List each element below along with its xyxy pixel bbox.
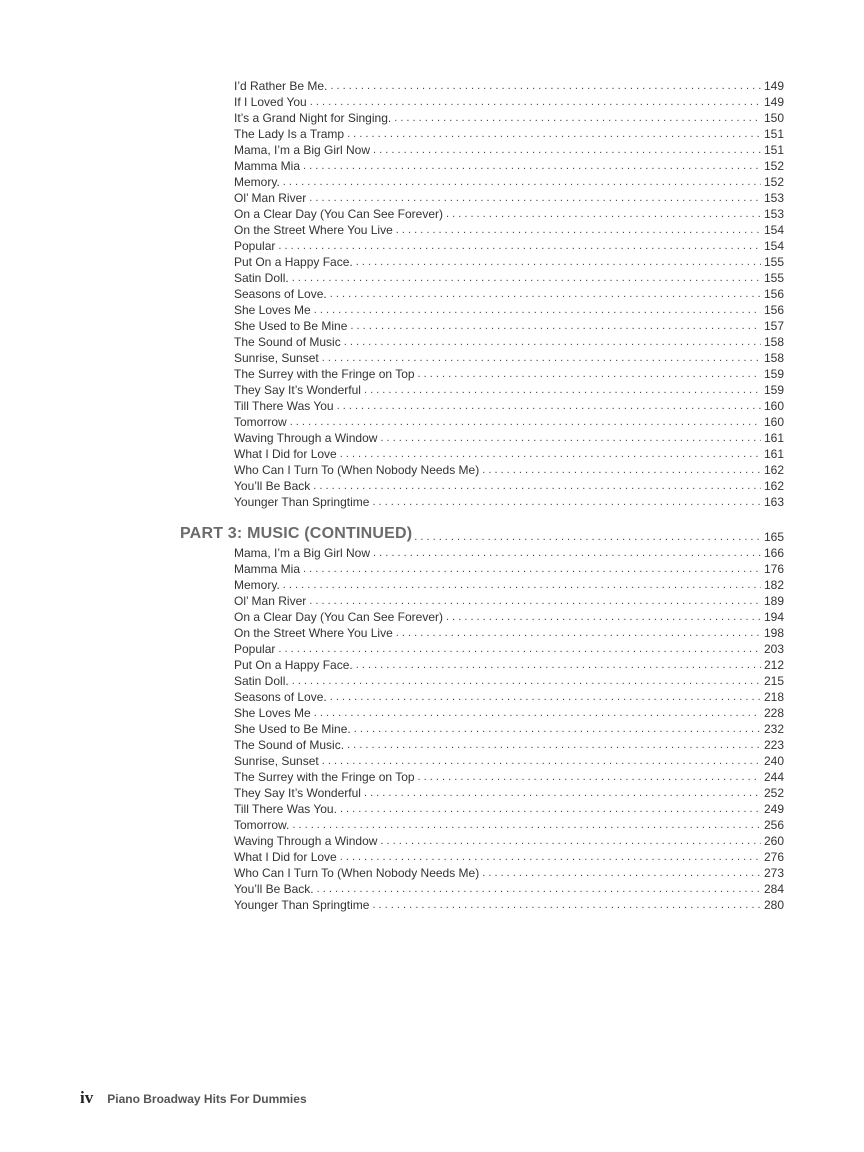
dot-leader — [350, 318, 761, 334]
toc-entry[interactable] — [234, 334, 784, 350]
entry-title: On the Street Where You Live — [234, 223, 393, 237]
toc-entry[interactable] — [234, 222, 784, 238]
dot-leader — [278, 641, 761, 657]
toc-entry[interactable] — [234, 366, 784, 382]
dot-leader — [347, 737, 761, 753]
toc-entry[interactable] — [234, 270, 784, 286]
toc-entry[interactable] — [234, 785, 784, 801]
entry-page-number: 276 — [763, 850, 784, 864]
dot-leader — [290, 414, 761, 430]
entry-page-number: 212 — [763, 658, 784, 672]
entry-page-number: 160 — [763, 399, 784, 413]
entry-title: Put On a Happy Face. — [234, 658, 353, 672]
entry-title: She Loves Me — [234, 303, 311, 317]
entry-page-number: 244 — [763, 770, 784, 784]
dot-leader — [372, 897, 761, 913]
entry-page-number: 189 — [763, 594, 784, 608]
toc-list-section-1 — [234, 78, 784, 510]
dot-leader — [340, 849, 761, 865]
entry-title: The Surrey with the Fringe on Top — [234, 770, 415, 784]
entry-title: Till There Was You. — [234, 802, 337, 816]
entry-title: Waving Through a Window — [234, 834, 378, 848]
page-footer — [80, 1088, 307, 1108]
entry-page-number: 249 — [763, 802, 784, 816]
dot-leader — [373, 142, 761, 158]
dot-leader — [446, 206, 761, 222]
entry-page-number: 149 — [763, 95, 784, 109]
dot-leader — [364, 785, 761, 801]
entry-page-number: 161 — [763, 431, 784, 445]
toc-entry[interactable] — [234, 382, 784, 398]
dot-leader — [356, 657, 761, 673]
dot-leader — [309, 593, 761, 609]
entry-title: Seasons of Love. — [234, 287, 327, 301]
toc-entry[interactable] — [234, 897, 784, 913]
entry-page-number: 215 — [763, 674, 784, 688]
dot-leader — [482, 865, 761, 881]
toc-entry[interactable] — [234, 801, 784, 817]
entry-title: Memory. — [234, 578, 280, 592]
entry-title: Ol’ Man River — [234, 594, 307, 608]
entry-page-number: 182 — [763, 578, 784, 592]
toc-entry[interactable] — [234, 478, 784, 494]
entry-page-number: 154 — [763, 223, 784, 237]
entry-title: Mama, I’m a Big Girl Now — [234, 546, 371, 560]
entry-page-number: 158 — [763, 351, 784, 365]
entry-page-number: 152 — [763, 175, 784, 189]
entry-title: On a Clear Day (You Can See Forever) — [234, 207, 443, 221]
dot-leader — [418, 769, 761, 785]
entry-title: Mama, I’m a Big Girl Now — [234, 143, 371, 157]
toc-entry[interactable] — [234, 545, 784, 561]
entry-title: Who Can I Turn To (When Nobody Needs Me) — [234, 463, 480, 477]
toc-entry[interactable] — [234, 238, 784, 254]
entry-page-number: 176 — [763, 562, 784, 576]
dot-leader — [380, 430, 761, 446]
entry-title: Popular — [234, 642, 276, 656]
entry-page-number: 228 — [763, 706, 784, 720]
entry-page-number: 154 — [763, 239, 784, 253]
entry-page-number: 163 — [763, 495, 784, 509]
toc-entry[interactable] — [234, 833, 784, 849]
entry-title: The Surrey with the Fringe on Top — [234, 367, 415, 381]
entry-page-number: 203 — [763, 642, 784, 656]
toc-entry[interactable] — [234, 398, 784, 414]
toc-entry[interactable] — [234, 769, 784, 785]
dot-leader — [303, 561, 761, 577]
entry-title: Ol’ Man River — [234, 191, 307, 205]
dot-leader — [394, 110, 761, 126]
entry-title: Seasons of Love. — [234, 690, 327, 704]
toc-entry[interactable] — [234, 190, 784, 206]
entry-title: Mamma Mia — [234, 159, 301, 173]
dot-leader — [303, 158, 761, 174]
entry-page-number: 194 — [763, 610, 784, 624]
entry-page-number: 155 — [763, 255, 784, 269]
dot-leader — [330, 286, 761, 302]
entry-title: You’ll Be Back. — [234, 882, 314, 896]
entry-page-number: 256 — [763, 818, 784, 832]
toc-entry[interactable] — [234, 126, 784, 142]
toc-entry[interactable] — [234, 286, 784, 302]
entry-page-number: 153 — [763, 207, 784, 221]
toc-entry[interactable] — [234, 494, 784, 510]
dot-leader — [278, 238, 761, 254]
entry-page-number: 162 — [763, 463, 784, 477]
toc-entry[interactable] — [234, 350, 784, 366]
toc-list-section-2 — [234, 545, 784, 913]
entry-page-number: 151 — [763, 127, 784, 141]
toc-entry[interactable] — [234, 657, 784, 673]
dot-leader — [396, 625, 761, 641]
dot-leader — [292, 817, 761, 833]
entry-title: Memory. — [234, 175, 280, 189]
entry-title: Waving Through a Window — [234, 431, 378, 445]
toc-entry[interactable] — [234, 414, 784, 430]
entry-title: Popular — [234, 239, 276, 253]
dot-leader — [372, 494, 761, 510]
dot-leader — [418, 366, 761, 382]
toc-entry[interactable] — [234, 430, 784, 446]
entry-page-number: 160 — [763, 415, 784, 429]
entry-page-number: 157 — [763, 319, 784, 333]
toc-entry[interactable] — [234, 302, 784, 318]
toc-entry[interactable] — [234, 753, 784, 769]
entry-page-number: 252 — [763, 786, 784, 800]
dot-leader — [354, 721, 761, 737]
dot-leader — [414, 529, 762, 545]
toc-entry[interactable] — [234, 142, 784, 158]
toc-entry[interactable] — [234, 673, 784, 689]
entry-title: On a Clear Day (You Can See Forever) — [234, 610, 443, 624]
entry-title: The Sound of Music. — [234, 738, 345, 752]
toc-entry[interactable] — [234, 158, 784, 174]
entry-title: Put On a Happy Face. — [234, 255, 353, 269]
toc-entry[interactable] — [234, 593, 784, 609]
dot-leader — [310, 94, 761, 110]
toc-entry[interactable] — [234, 737, 784, 753]
entry-page-number: 158 — [763, 335, 784, 349]
toc-entry[interactable] — [234, 625, 784, 641]
dot-leader — [364, 382, 761, 398]
entry-page-number: 152 — [763, 159, 784, 173]
dot-leader — [292, 270, 761, 286]
toc-entry[interactable] — [234, 94, 784, 110]
entry-page-number: 159 — [763, 383, 784, 397]
toc-entry[interactable] — [234, 462, 784, 478]
entry-page-number: 223 — [763, 738, 784, 752]
toc-entry[interactable] — [234, 705, 784, 721]
entry-page-number: 198 — [763, 626, 784, 640]
entry-title: Younger Than Springtime — [234, 495, 370, 509]
toc-entry[interactable] — [234, 817, 784, 833]
entry-title: You’ll Be Back — [234, 479, 311, 493]
entry-title: On the Street Where You Live — [234, 626, 393, 640]
entry-page-number: 151 — [763, 143, 784, 157]
toc-entry[interactable] — [234, 318, 784, 334]
entry-title: If I Loved You — [234, 95, 307, 109]
dot-leader — [340, 446, 761, 462]
dot-leader — [330, 689, 761, 705]
footer-book-title: Piano Broadway Hits For Dummies — [107, 1092, 307, 1106]
toc-entry[interactable] — [234, 206, 784, 222]
dot-leader — [344, 334, 761, 350]
toc-entry[interactable] — [234, 577, 784, 593]
dot-leader — [322, 753, 761, 769]
dot-leader — [356, 254, 761, 270]
dot-leader — [314, 302, 761, 318]
toc-entry[interactable] — [234, 446, 784, 462]
entry-page-number: 159 — [763, 367, 784, 381]
entry-title: Satin Doll. — [234, 674, 289, 688]
entry-title: Who Can I Turn To (When Nobody Needs Me) — [234, 866, 480, 880]
dot-leader — [317, 881, 761, 897]
dot-leader — [283, 174, 761, 190]
entry-page-number: 153 — [763, 191, 784, 205]
entry-page-number: 166 — [763, 546, 784, 560]
entry-page-number: 240 — [763, 754, 784, 768]
toc-entry[interactable] — [234, 78, 784, 94]
entry-page-number: 218 — [763, 690, 784, 704]
dot-leader — [337, 398, 761, 414]
footer-page-number: iv — [80, 1088, 94, 1107]
dot-leader — [330, 78, 761, 94]
dot-leader — [446, 609, 761, 625]
toc-entry[interactable] — [234, 865, 784, 881]
entry-title: Mamma Mia — [234, 562, 301, 576]
dot-leader — [373, 545, 761, 561]
entry-title: She Used to Be Mine. — [234, 722, 351, 736]
toc-entry[interactable] — [234, 110, 784, 126]
entry-title: It’s a Grand Night for Singing. — [234, 111, 392, 125]
dot-leader — [322, 350, 761, 366]
entry-page-number: 284 — [763, 882, 784, 896]
entry-title: Tomorrow. — [234, 818, 290, 832]
entry-page-number: 156 — [763, 303, 784, 317]
part-title: PART 3: MUSIC (CONTINUED) — [180, 525, 413, 542]
dot-leader — [340, 801, 761, 817]
entry-title: The Sound of Music — [234, 335, 341, 349]
entry-title: They Say It’s Wonderful — [234, 786, 361, 800]
entry-title: She Loves Me — [234, 706, 311, 720]
dot-leader — [309, 190, 761, 206]
dot-leader — [313, 478, 761, 494]
toc-entry[interactable] — [234, 254, 784, 270]
entry-page-number: 150 — [763, 111, 784, 125]
entry-page-number: 162 — [763, 479, 784, 493]
dot-leader — [380, 833, 761, 849]
dot-leader — [482, 462, 761, 478]
toc-entry[interactable] — [234, 721, 784, 737]
entry-page-number: 273 — [763, 866, 784, 880]
toc-entry[interactable] — [234, 849, 784, 865]
entry-page-number: 156 — [763, 287, 784, 301]
part-heading[interactable] — [180, 523, 784, 545]
entry-page-number: 232 — [763, 722, 784, 736]
dot-leader — [292, 673, 761, 689]
entry-page-number: 260 — [763, 834, 784, 848]
entry-title: I’d Rather Be Me. — [234, 79, 328, 93]
toc-entry[interactable] — [234, 561, 784, 577]
entry-page-number: 155 — [763, 271, 784, 285]
entry-title: What I Did for Love — [234, 850, 337, 864]
toc-entry[interactable] — [234, 881, 784, 897]
entry-page-number: 149 — [763, 79, 784, 93]
entry-title: Sunrise, Sunset — [234, 754, 319, 768]
entry-title: Tomorrow — [234, 415, 287, 429]
toc-entry[interactable] — [234, 174, 784, 190]
entry-page-number: 280 — [763, 898, 784, 912]
entry-title: The Lady Is a Tramp — [234, 127, 345, 141]
dot-leader — [347, 126, 761, 142]
part-page-number: 165 — [763, 530, 784, 544]
dot-leader — [396, 222, 761, 238]
entry-page-number: 161 — [763, 447, 784, 461]
entry-title: What I Did for Love — [234, 447, 337, 461]
entry-title: Younger Than Springtime — [234, 898, 370, 912]
toc-entry[interactable] — [234, 609, 784, 625]
dot-leader — [314, 705, 761, 721]
entry-title: They Say It’s Wonderful — [234, 383, 361, 397]
entry-title: Satin Doll. — [234, 271, 289, 285]
entry-title: She Used to Be Mine — [234, 319, 348, 333]
dot-leader — [283, 577, 761, 593]
toc-entry[interactable] — [234, 689, 784, 705]
toc-entry[interactable] — [234, 641, 784, 657]
entry-title: Till There Was You — [234, 399, 334, 413]
entry-title: Sunrise, Sunset — [234, 351, 319, 365]
